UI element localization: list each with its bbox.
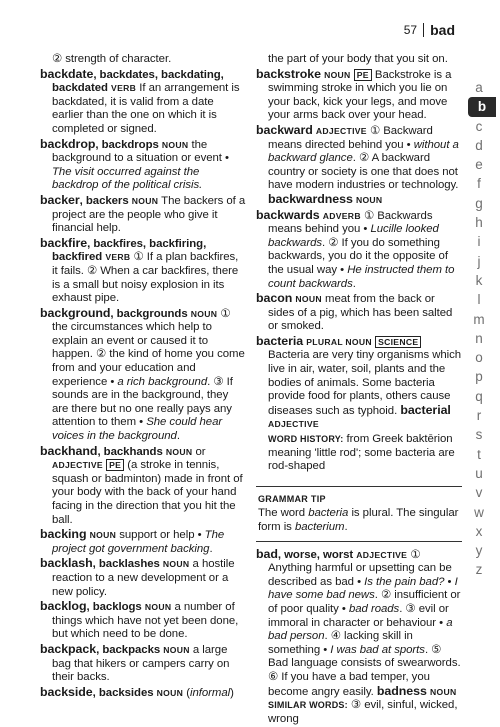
entry-backpack bbox=[40, 643, 246, 685]
inflections: , backsides bbox=[92, 686, 154, 699]
index-letter-l[interactable]: l bbox=[477, 292, 481, 308]
inflections: , backers bbox=[79, 194, 129, 207]
run-on-word: backwardness bbox=[268, 191, 353, 206]
definition-text: . ② insufficient or of poor quality • bbox=[268, 589, 461, 615]
index-letter-f[interactable]: f bbox=[477, 176, 481, 192]
word-history-text: from Greek baktērion meaning 'little rod'; some bacteria are rod-shaped bbox=[268, 433, 455, 473]
inflections: , backgrounds bbox=[110, 307, 188, 320]
definition-text: ① Anything harmful or upsetting can be described as bad • bbox=[268, 548, 452, 588]
entry-background bbox=[40, 307, 246, 444]
inflections: , backpacks bbox=[96, 643, 161, 656]
similar-words-label: SIMILAR WORDS: bbox=[268, 700, 348, 711]
part-of-speech: NOUN bbox=[89, 530, 117, 541]
definition-text: . ④ lacking skill in something • bbox=[268, 630, 413, 656]
part-of-speech: NOUN bbox=[429, 686, 457, 697]
definition-text: ① If a plan backfires, it fails. ② When a car backfires, there is a small but noisy explosion in its exhaust pipe. bbox=[52, 251, 239, 305]
index-letter-q[interactable]: q bbox=[475, 388, 483, 404]
bullet: • bbox=[194, 529, 205, 542]
bullet: • bbox=[136, 416, 147, 429]
index-letter-m[interactable]: m bbox=[473, 311, 485, 327]
left-column bbox=[40, 53, 246, 701]
part-of-speech: NOUN bbox=[190, 308, 218, 319]
subject-label: SCIENCE bbox=[375, 336, 421, 348]
example-text: informal bbox=[190, 686, 231, 699]
run-on-word: bacterial bbox=[400, 402, 451, 417]
definition-text: a number of things which have not yet been done, but which need to be done. bbox=[52, 601, 239, 641]
definition-text: ( bbox=[183, 686, 191, 699]
headword: backstroke bbox=[256, 66, 321, 81]
subject-label: PE bbox=[106, 459, 124, 471]
word-history-label: WORD HISTORY: bbox=[268, 434, 344, 445]
index-letter-b[interactable]: b bbox=[468, 97, 496, 116]
definition-text: . bbox=[352, 277, 356, 290]
definition-text: . ② If you do something backwards, you do it the opposite of the usual way bbox=[268, 236, 448, 276]
entry-backhand bbox=[40, 445, 246, 528]
grammar-tip-title: GRAMMAR TIP bbox=[258, 493, 326, 504]
example-text: Is the pain bad? bbox=[364, 575, 445, 588]
index-letter-r[interactable]: r bbox=[476, 408, 482, 424]
word-history bbox=[256, 433, 462, 474]
definition-text: (a stroke in tennis, squash or badminton) made in front of your body with the back of your hand facing in the direction that you hit the ball. bbox=[52, 459, 243, 526]
entry-backstroke bbox=[256, 68, 462, 123]
index-letter-s[interactable]: s bbox=[475, 427, 483, 443]
similar-words: ③ evil, sinful, wicked, wrong bbox=[268, 699, 458, 725]
definition-text: a hostile reaction to a new development or a new policy. bbox=[52, 558, 235, 598]
index-letter-n[interactable]: n bbox=[475, 330, 483, 346]
connector-text: or bbox=[192, 445, 206, 458]
headword: backward bbox=[256, 122, 313, 137]
inflections: , backhands bbox=[97, 445, 163, 458]
example-text: He instructed them to count backwards bbox=[268, 263, 455, 290]
example-text: without a backward glance bbox=[268, 138, 459, 165]
part-of-speech: ADJECTIVE bbox=[52, 460, 103, 471]
part-of-speech: PLURAL NOUN bbox=[306, 336, 372, 347]
headword: backdrop bbox=[40, 136, 96, 151]
part-of-speech: NOUN bbox=[162, 559, 190, 570]
guide-word: bad bbox=[430, 22, 455, 38]
index-letter-g[interactable]: g bbox=[475, 195, 483, 211]
index-letter-d[interactable]: d bbox=[475, 137, 483, 153]
entry-bacon bbox=[256, 292, 462, 334]
inflections: , worse, worst bbox=[277, 548, 354, 561]
subject-label: PE bbox=[354, 69, 372, 81]
entry-backdrop bbox=[40, 138, 246, 193]
definition-text: the background to a situation or event bbox=[52, 138, 222, 165]
index-letter-o[interactable]: o bbox=[475, 350, 483, 366]
definition-text: ) bbox=[230, 686, 234, 699]
entry-bacteria bbox=[256, 335, 462, 432]
part-of-speech: NOUN bbox=[165, 446, 193, 457]
bullet: • bbox=[360, 223, 371, 236]
headword: backpack bbox=[40, 641, 97, 656]
definition-text: • bbox=[444, 575, 455, 588]
part-of-speech: ADJECTIVE bbox=[315, 125, 367, 136]
part-of-speech: ADVERB bbox=[322, 210, 361, 221]
entry-backward bbox=[256, 124, 462, 208]
bullet: • bbox=[221, 152, 229, 165]
definition-text: . ⑤ Bad language consists of swearwords. ⑥ If you have a bad temper, you become angry easily. bbox=[268, 643, 461, 698]
inflections: , backfires, backfiring, backfired bbox=[52, 237, 207, 264]
example-text: bad roads bbox=[348, 602, 400, 615]
index-letter-j[interactable]: j bbox=[477, 253, 481, 269]
part-of-speech: NOUN bbox=[355, 194, 383, 205]
entry-backwards bbox=[256, 209, 462, 292]
definition-text: the part of your body that you sit on. bbox=[268, 53, 448, 65]
headword: backlash bbox=[40, 556, 93, 571]
index-letter-h[interactable]: h bbox=[475, 215, 483, 231]
index-letter-t[interactable]: t bbox=[477, 446, 481, 462]
index-letter-p[interactable]: p bbox=[475, 369, 483, 385]
example-text: a rich background bbox=[117, 375, 208, 388]
inflections: , backlogs bbox=[86, 601, 142, 614]
inflections: , backdates, backdating, backdated bbox=[52, 68, 224, 95]
part-of-speech: ADJECTIVE bbox=[356, 549, 408, 560]
entry-backlash bbox=[40, 557, 246, 599]
right-column bbox=[256, 53, 462, 727]
example-text: a bad person bbox=[268, 616, 453, 643]
example-text: Lucille looked backwards bbox=[268, 223, 439, 249]
part-of-speech: NOUN bbox=[144, 602, 172, 613]
definition-text: . ② A backward country or society is one that does not have modern industries or technology. bbox=[268, 152, 459, 192]
example-text: The project got government backing bbox=[52, 529, 225, 555]
part-of-speech: VERB bbox=[105, 252, 131, 263]
headword: backing bbox=[40, 527, 87, 542]
definition-text: If an arrangement is backdated, it is valid from a date earlier than the one on which it is completed or signed. bbox=[52, 82, 240, 135]
grammar-tip-box bbox=[256, 486, 462, 542]
entry-backing bbox=[40, 528, 246, 556]
headword: backfire bbox=[40, 235, 88, 250]
definition-text: . bbox=[176, 430, 180, 443]
run-on-word: badness bbox=[376, 683, 427, 698]
index-letter-u[interactable]: u bbox=[475, 465, 483, 481]
definition-text: ② strength of character. bbox=[52, 53, 172, 65]
index-letter-c[interactable]: c bbox=[475, 118, 483, 134]
part-of-speech: NOUN bbox=[131, 195, 159, 206]
example-text: The visit occurred against the backdrop of the political crisis. bbox=[52, 165, 203, 192]
index-letter-k[interactable]: k bbox=[475, 272, 483, 288]
part-of-speech: NOUN bbox=[324, 69, 351, 80]
definition-text: . bbox=[209, 542, 213, 555]
headword: backlog bbox=[40, 599, 87, 614]
entry-backlog bbox=[40, 600, 246, 642]
definition-text: Bacteria are very tiny organisms which live in air, water, soil, plants and the bodies of animals. Some bacteria provide food for plants, others cause diseases such as typhoid. bbox=[268, 349, 462, 417]
headword: backhand bbox=[40, 443, 98, 458]
index-letter-a[interactable]: a bbox=[475, 80, 483, 95]
index-letter-z[interactable]: z bbox=[475, 562, 483, 578]
part-of-speech: NOUN bbox=[163, 644, 190, 655]
example-text: I have some bad news bbox=[268, 575, 458, 602]
inflections: , backdrops bbox=[95, 138, 159, 151]
bullet: • bbox=[107, 375, 118, 388]
index-letter-e[interactable]: e bbox=[475, 157, 483, 173]
headword: bad bbox=[256, 546, 278, 561]
headword: backside bbox=[40, 684, 93, 699]
definition-text: ① the circumstances which help to explain an event or caused it to happen. ② the kind of home you come from and your education and experience bbox=[52, 307, 245, 388]
example-text: I was bad at sports bbox=[330, 643, 425, 656]
entry-bad bbox=[256, 548, 462, 727]
definition-text: . ③ evil or immoral in character or behaviour • bbox=[268, 602, 449, 629]
page-header bbox=[404, 22, 455, 38]
entry-backfire bbox=[40, 237, 246, 306]
index-letter-y[interactable]: y bbox=[475, 543, 483, 559]
headword: bacon bbox=[256, 291, 293, 306]
alphabet-index bbox=[467, 78, 491, 580]
part-of-speech: ADJECTIVE bbox=[268, 419, 319, 430]
headword: backwards bbox=[256, 207, 320, 222]
continuation-text bbox=[256, 53, 462, 67]
index-letter-i[interactable]: i bbox=[477, 234, 481, 250]
definition-text: Backstroke is a swimming stroke in which you lie on your back, kick your legs, and move your arms back over your head. bbox=[268, 68, 452, 122]
definition-text: meat from the back or sides of a pig, which has been salted or smoked. bbox=[268, 293, 453, 333]
definition-text: The backers of a project are the people who give it financial help. bbox=[52, 194, 246, 235]
definition-text: a large bag that hikers or campers carry on their backs. bbox=[52, 643, 230, 684]
definition-text: ① Backward means directed behind you bbox=[268, 124, 433, 151]
inflections: , backlashes bbox=[92, 558, 160, 571]
part-of-speech: NOUN bbox=[295, 294, 322, 305]
headword: bacteria bbox=[256, 333, 304, 348]
definition-text: support or help bbox=[116, 529, 195, 542]
bullet: • bbox=[403, 138, 414, 151]
headword: backdate bbox=[40, 66, 94, 81]
definition-text: ① Backwards means behind you bbox=[268, 209, 433, 236]
entry-backdate bbox=[40, 68, 246, 137]
bullet: • bbox=[337, 263, 348, 276]
index-letter-w[interactable]: w bbox=[474, 504, 484, 520]
header-divider bbox=[423, 23, 424, 37]
part-of-speech: VERB bbox=[111, 83, 137, 94]
index-letter-v[interactable]: v bbox=[475, 485, 483, 501]
headword: backer bbox=[40, 192, 80, 207]
entry-backside bbox=[40, 686, 246, 701]
headword: background bbox=[40, 305, 111, 320]
continuation-text bbox=[40, 53, 246, 67]
example-text: She could hear voices in the background bbox=[52, 416, 223, 443]
part-of-speech: NOUN bbox=[161, 139, 189, 150]
entry-backer bbox=[40, 194, 246, 236]
index-letter-x[interactable]: x bbox=[475, 523, 483, 539]
grammar-tip-text: The word bacteria is plural. The singular form is bacterium. bbox=[258, 507, 459, 533]
page-number: 57 bbox=[403, 23, 418, 37]
definition-text: . ③ If sounds are in the background, they are there but no one really pays any attention to them bbox=[52, 375, 233, 429]
part-of-speech: NOUN bbox=[156, 687, 184, 698]
